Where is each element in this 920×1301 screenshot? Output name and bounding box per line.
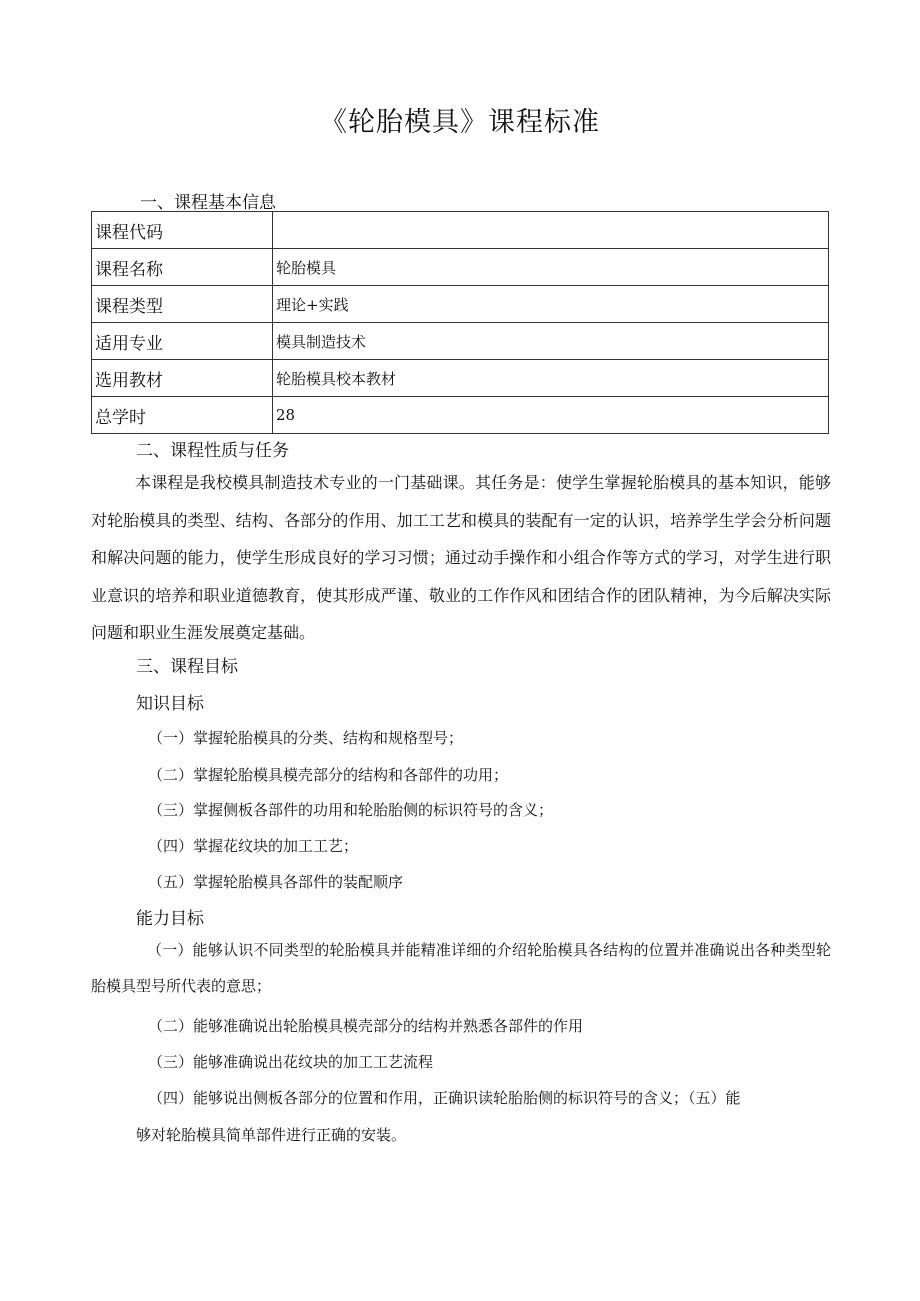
table-label: 课程代码: [92, 212, 273, 249]
knowledge-objectives-heading: 知识目标: [136, 694, 204, 714]
knowledge-item: （四）掌握花纹块的加工工艺；: [148, 837, 359, 855]
table-label: 课程类型: [92, 286, 273, 323]
nature-tasks-paragraph: 本课程是我校模具制造技术专业的一门基础课。其任务是：使学生掌握轮胎模具的基本知识，能够对轮胎模具的类型、结构、各部分的作用、加工工艺和模具的装配有一定的认识，培养学生学会分析问题和解决问题的能力，使学生形成良好的学习习惯；通过动手操作和小组合作等方式的学习，对学生进行职业意识的培养和职业道德教育，使其形成严谨、敬业的工作作风和团结合作的团队精神，为今后解决实际问题和职业生涯发展奠定基础。: [91, 473, 831, 643]
course-info-table: [91, 211, 829, 434]
section-heading-objectives: 三、课程目标: [136, 657, 238, 677]
ability-item: （四）能够说出侧板各部分的位置和作用，正确识读轮胎胎侧的标识符号的含义；（五）能: [148, 1089, 741, 1107]
knowledge-item: （五）掌握轮胎模具各部件的装配顺序: [148, 873, 404, 891]
table-row: [92, 286, 829, 323]
table-value: 轮胎模具: [273, 249, 829, 286]
table-row: [92, 323, 829, 360]
section-heading-nature-tasks: 二、课程性质与任务: [136, 441, 289, 461]
table-label: 适用专业: [92, 323, 273, 360]
table-label: 总学时: [92, 397, 273, 434]
ability-item: （二）能够准确说出轮胎模具模壳部分的结构并熟悉各部件的作用: [148, 1017, 584, 1035]
ability-objectives-heading: 能力目标: [136, 909, 204, 929]
knowledge-item: （二）掌握轮胎模具模壳部分的结构和各部件的功用；: [148, 766, 509, 784]
table-label: 课程名称: [92, 249, 273, 286]
table-value: [273, 212, 829, 249]
table-value: 模具制造技术: [273, 323, 829, 360]
table-row: [92, 249, 829, 286]
table-value: 28: [273, 397, 829, 434]
ability-item: 够对轮胎模具简单部件进行正确的安装。: [136, 1126, 407, 1144]
table-value: 理论+实践: [273, 286, 829, 323]
section-heading-basic-info: 一、课程基本信息: [140, 193, 276, 213]
knowledge-item: （三）掌握侧板各部件的功用和轮胎胎侧的标识符号的含义；: [148, 801, 554, 819]
table-row: [92, 397, 829, 434]
ability-item: （三）能够准确说出花纹块的加工工艺流程: [148, 1053, 434, 1071]
ability-item: （一）能够认识不同类型的轮胎模具并能精准详细的介绍轮胎模具各结构的位置并准确说出各种类型轮胎模具型号所代表的意思；: [91, 941, 831, 995]
document-title: 《轮胎模具》课程标准: [320, 107, 600, 138]
knowledge-item: （一）掌握轮胎模具的分类、结构和规格型号；: [148, 729, 464, 747]
table-row: [92, 212, 829, 249]
table-label: 选用教材: [92, 360, 273, 397]
table-value: 轮胎模具校本教材: [273, 360, 829, 397]
table-row: [92, 360, 829, 397]
